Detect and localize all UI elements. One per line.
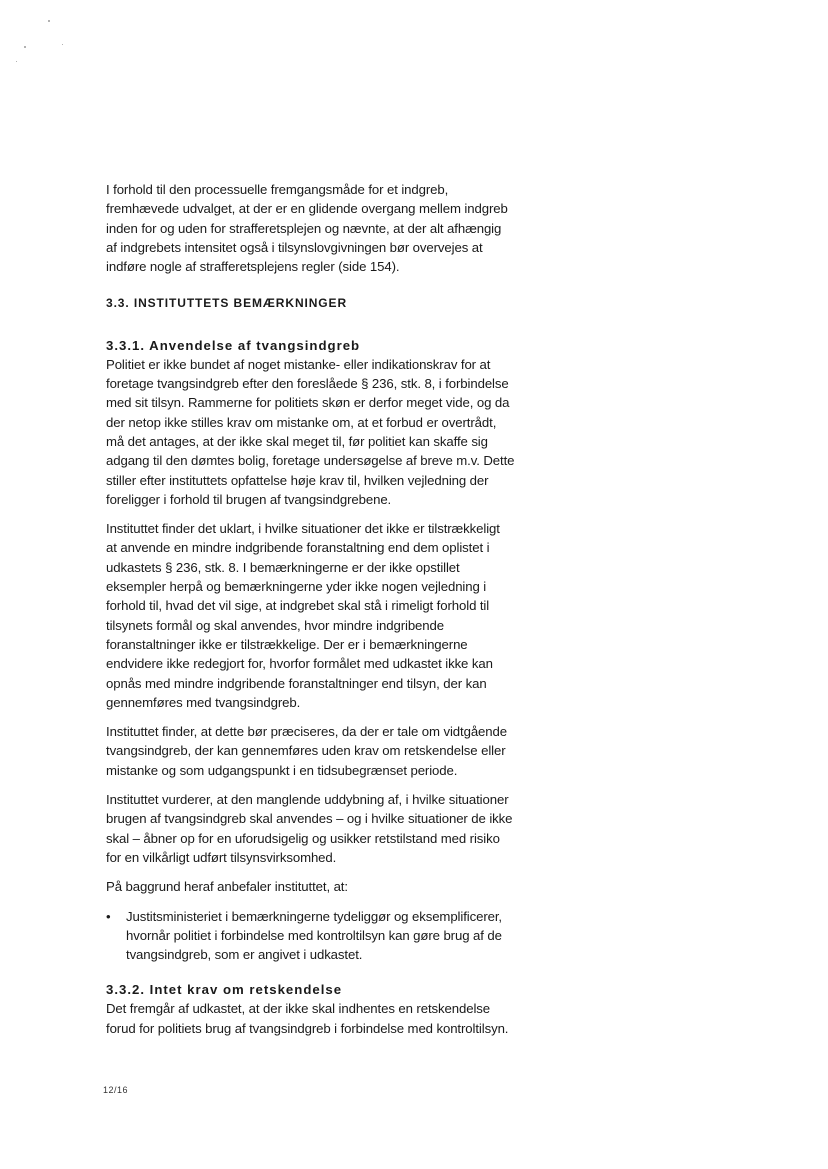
paragraph-331-e: På baggrund heraf anbefaler instituttet, at: xyxy=(106,879,348,895)
paragraph-332-a: Det fremgår af udkastet, at der ikke skal indhentes en retskendelse forud for politiets brug af tvangsindgreb i forbindelse med kontroltilsyn. xyxy=(106,1001,509,1036)
intro-paragraph: I forhold til den processuelle fremgangsmåde for et indgreb, fremhævede udvalget, at der er en glidende overgang mellem indgreb inden for og uden for strafferetsplejen og nævnte, at der alt afhængig af indgrebets intensitet også i tilsynslovgivningen bør overvejes at indføre nogle af strafferetsplejens regler (side 154). xyxy=(106,182,508,275)
recommendation-list xyxy=(106,907,552,965)
scan-speck xyxy=(16,61,17,62)
paragraph-331-d: Instituttet vurderer, at den manglende uddybning af, i hvilke situationer brugen af tvangsindgreb skal anvendes – og i hvilke situationer de ikke skal – åbner op for en uforudsigelig og usikker retstilstand med risiko for en vilkårligt udført tilsynsvirksomhed. xyxy=(106,792,513,865)
paragraph-331-c: Instituttet finder, at dette bør præciseres, da der er tale om vidtgående tvangsindgreb, der kan gennemføres uden krav om retskendelse eller mistanke og som udgangspunkt i en tidsubegrænset periode. xyxy=(106,724,507,778)
page-number: 12/16 xyxy=(103,1085,129,1095)
paragraph-331-a: Politiet er ikke bundet af noget mistanke- eller indikationskrav for at foretage tvangsindgreb efter den foreslåede § 236, stk. 8, i forbindelse med sit tilsyn. Rammerne for politiets skøn er derfor meget vide, og da der netop ikke stilles krav om mistanke om, at et forbud er overtrådt, må det antages, at der ikke skal meget til, før politiet kan skaffe sig adgang til den dømtes bolig, foretage undersøgelse af breve m.v. Dette stiller efter instituttets opfattelse høje krav til, hvilken vejledning der foreligger i forhold til brugen af tvangsindgrebene. xyxy=(106,356,515,507)
document-body xyxy=(106,180,552,1038)
scan-speck xyxy=(62,44,63,45)
list-item: • Justitsministeriet i bemærkningerne tydeliggør og eksemplificerer, hvornår politiet i forbindelse med kontroltilsyn kan gøre brug af de tvangsindgreb, som er angivet i udkastet. xyxy=(106,908,502,963)
scan-speck xyxy=(24,46,26,48)
bullet-icon: • xyxy=(106,908,111,924)
section-heading-3-3-2: 3.3.2. Intet krav om retskendelse xyxy=(106,982,343,998)
paragraph-331-b: Instituttet finder det uklart, i hvilke situationer det ikke er tilstrækkeligt at anvende en mindre indgribende foranstaltning end dem oplistet i udkastets § 236, stk. 8. I bemærkningerne er der ikke opstillet eksempler herpå og bemærkningerne yder ikke nogen vejledning i forhold til, hvad det vil sige, at indgrebet skal stå i rimeligt forhold til tilsynets formål og skal anvendes, hvor mindre indgribende foranstaltninger ikke er tilstrækkelige. Der er i bemærkningerne endvidere ikke redegjort for, hvorfor formålet med udkastet ikke kan opnås med mindre indgribende foranstaltninger end tilsyn, der kan gennemføres med tvangsindgreb. xyxy=(106,521,500,710)
section-heading-3-3: 3.3. INSTITUTTETS BEMÆRKNINGER xyxy=(106,296,348,311)
scan-speck xyxy=(48,20,50,22)
section-heading-3-3-1: 3.3.1. Anvendelse af tvangsindgreb xyxy=(106,337,361,353)
